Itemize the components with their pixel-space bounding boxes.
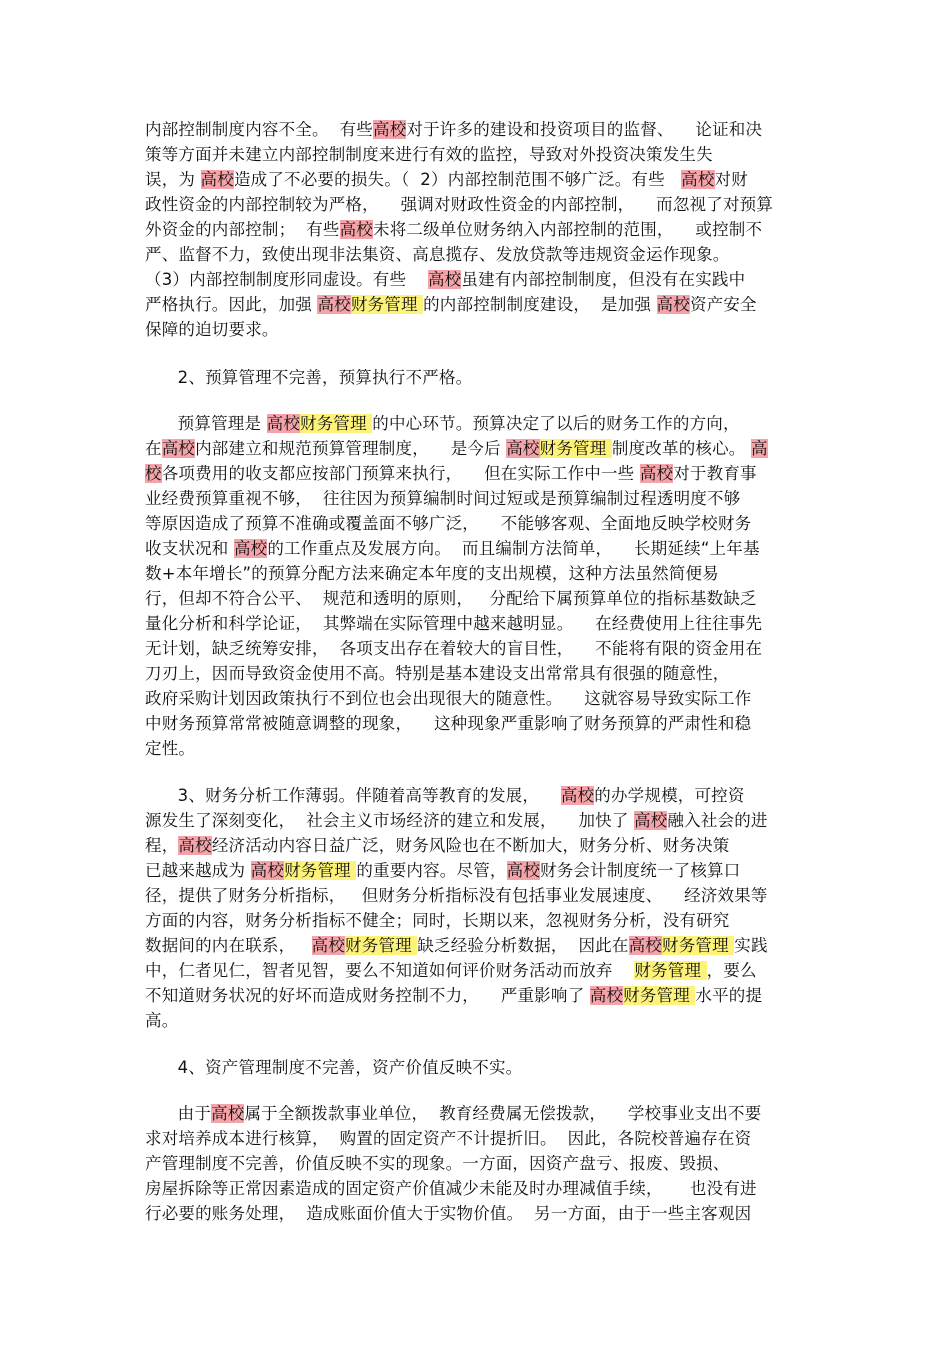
text-line [145, 834, 730, 858]
highlight-keyword: 高校 [233, 539, 268, 558]
highlight-keyword: 财务管理 [350, 295, 424, 314]
text-line [145, 462, 757, 486]
text-segment: 对于教育事 [673, 464, 757, 483]
highlight-keyword: 财务管理 [300, 414, 373, 433]
text-segment: 未将二级单位财务纳入内部控制的范围， 或控制不 [373, 220, 763, 239]
text-segment: 政府采购计划因政策执行不到位也会出现很大的随意性。 这就容易导致实际工作 [145, 689, 752, 708]
text-segment: 数+本年增长”的预算分配方法来确定本年度的支出规模，这种方法虽然简便易 [145, 564, 719, 583]
highlight-keyword: 高校 [250, 861, 285, 880]
text-segment: 虽建有内部控制制度，但没有在实践中 [461, 270, 746, 289]
text-line [145, 784, 745, 808]
highlight-keyword: 高校 [317, 295, 351, 314]
text-segment: 缺乏经验分析数据， 因此在 [417, 936, 629, 955]
text-line [145, 687, 751, 711]
highlight-keyword: 高校 [339, 220, 373, 239]
text-segment: 4、资产管理制度不完善，资产价值反映不实。 [145, 1058, 523, 1077]
text-segment: 业经费预算重视不够， 往往因为预算编制时间过短或是预算编制过程透明度不够 [145, 489, 741, 508]
text-line [145, 268, 745, 292]
text-line [145, 562, 719, 586]
text-segment: 外资金的内部控制； 有些 [145, 220, 340, 239]
text-segment: 定性。 [145, 739, 196, 758]
text-segment: 方面的内容，财务分析指标不健全；同时，长期以来，忽视财务分析，没有研究 [145, 911, 730, 930]
highlight-keyword: 高 [750, 439, 768, 458]
text-segment: 制度改革的核心。 [611, 439, 751, 458]
text-segment: 造成了不必要的损失。（ 2）内部控制范围不够广泛。有些 [233, 170, 682, 189]
highlight-keyword: 财务管理 [623, 986, 696, 1005]
text-line [145, 809, 768, 833]
highlight-keyword: 校 [145, 464, 162, 483]
highlight-keyword: 财务管理 [284, 861, 357, 880]
text-line [145, 934, 768, 958]
text-line [145, 118, 762, 142]
text-line [145, 193, 773, 217]
text-segment: 策等方面并未建立内部控制制度来进行有效的监控，导致对外投资决策发生失 [145, 145, 713, 164]
text-line [145, 712, 751, 736]
text-segment: 径，提供了财务分析指标， 但财务分析指标没有包括事业发展速度、 经济效果等 [145, 886, 768, 905]
text-segment: 数据间的内在联系， [145, 936, 312, 955]
text-line [145, 437, 768, 461]
text-segment: 源发生了深刻变化， 社会主义市场经济的建立和发展， 加快了 [145, 811, 635, 830]
text-line [145, 1102, 761, 1126]
text-line [145, 1152, 730, 1176]
text-line [145, 1127, 751, 1151]
text-segment: 严格执行。因此，加强 [145, 295, 318, 314]
text-segment: 高。 [145, 1011, 179, 1030]
text-line [145, 366, 472, 390]
text-line [145, 637, 762, 661]
text-segment: （3）内部控制制度形同虚设。有些 [145, 270, 428, 289]
text-segment: 求对培养成本进行核算， 购置的固定资产不计提折旧。 因此，各院校普遍存在资 [145, 1129, 752, 1148]
text-line [145, 168, 748, 192]
text-segment: 的中心环节。预算决定了以后的财务工作的方向， [372, 414, 740, 433]
text-segment: 属于全额拨款事业单位， 教育经费属无偿拨款， 学校事业支出不要 [244, 1104, 762, 1123]
text-segment: 经济活动内容日益广泛，财务风险也在不断加大，财务分析、财务决策 [211, 836, 730, 855]
text-line [145, 293, 757, 317]
highlight-keyword: 高校 [628, 936, 662, 955]
highlight-keyword: 高校 [634, 811, 668, 830]
highlight-keyword: 高校 [506, 861, 541, 880]
text-line [145, 143, 713, 167]
text-line [145, 1056, 522, 1080]
text-segment: 水平的提 [695, 986, 763, 1005]
text-segment: ，要么 [706, 961, 757, 980]
text-segment: 3、财务分析工作薄弱。伴随着高等教育的发展， [145, 786, 561, 805]
highlight-keyword: 高校 [681, 170, 715, 189]
text-segment: 收支状况和 [145, 539, 234, 558]
text-segment: 在 [145, 439, 162, 458]
text-line [145, 587, 757, 611]
text-segment: 产管理制度不完善，价值反映不实的现象。一方面，因资产盘亏、报废、毁损、 [145, 1154, 730, 1173]
text-segment: 行，但却不符合公平、 规范和透明的原则， 分配给下属预算单位的指标基数缺乏 [145, 589, 757, 608]
text-segment: 的重要内容。尽管， [356, 861, 507, 880]
text-segment: 各项费用的收支都应按部门预算来执行， 但在实际工作中一些 [161, 464, 640, 483]
text-segment: 由于 [145, 1104, 212, 1123]
text-segment: 无计划，缺乏统筹安排， 各项支出存在着较大的盲目性， 不能将有限的资金用在 [145, 639, 763, 658]
text-segment: 资产安全 [689, 295, 757, 314]
text-segment: 等原因造成了预算不准确或覆盖面不够广泛， 不能够客观、全面地反映学校财务 [145, 514, 752, 533]
highlight-keyword: 高校 [178, 836, 212, 855]
highlight-keyword: 财务管理 [539, 439, 612, 458]
text-segment: 行必要的账务处理， 造成账面价值大于实物价值。 另一方面，由于一些主客观因 [145, 1204, 752, 1223]
text-segment: 财务会计制度统一了核算口 [540, 861, 741, 880]
text-line [145, 909, 730, 933]
text-line [145, 487, 740, 511]
highlight-keyword: 高校 [427, 270, 462, 289]
text-line [145, 859, 740, 883]
highlight-keyword: 高校 [506, 439, 540, 458]
text-line [145, 243, 730, 267]
text-line [145, 1177, 757, 1201]
text-line [145, 737, 195, 761]
text-line [145, 884, 768, 908]
text-segment: 政性资金的内部控制较为严格， 强调对财政性资金的内部控制， 而忽视了对预算 [145, 195, 774, 214]
highlight-keyword: 高校 [161, 439, 196, 458]
text-segment: 对于许多的建设和投资项目的监督、 论证和决 [406, 120, 763, 139]
text-segment: 2、预算管理不完善，预算执行不严格。 [145, 368, 473, 387]
text-segment: 房屋拆除等正常因素造成的固定资产价值减少未能及时办理减值手续， 也没有进 [145, 1179, 757, 1198]
text-segment: 保障的迫切要求。 [145, 320, 279, 339]
text-segment: 内部控制制度内容不全。 有些 [145, 120, 373, 139]
highlight-keyword: 高校 [266, 414, 301, 433]
text-segment: 实践 [734, 936, 768, 955]
highlight-keyword: 高校 [639, 464, 674, 483]
text-line [145, 412, 740, 436]
text-line [145, 959, 757, 983]
highlight-keyword: 高校 [211, 1104, 245, 1123]
text-line [145, 537, 760, 561]
text-line [145, 1009, 178, 1033]
text-line [145, 512, 751, 536]
text-segment: 误，为 [145, 170, 201, 189]
highlight-keyword: 高校 [656, 295, 690, 314]
text-segment: 已越来越成为 [145, 861, 251, 880]
text-segment: 的工作重点及发展方向。 而且编制方法简单， 长期延续“上年基 [267, 539, 760, 558]
text-segment: 的办学规模，可控资 [594, 786, 745, 805]
highlight-keyword: 高校 [200, 170, 234, 189]
highlight-keyword: 高校 [373, 120, 407, 139]
text-segment: 程， [145, 836, 179, 855]
text-segment: 刀刃上，因而导致资金使用不高。特别是基本建设支出常常具有很强的随意性， [145, 664, 730, 683]
highlight-keyword: 高校 [311, 936, 346, 955]
text-segment: 严、监督不力，致使出现非法集资、高息揽存、发放贷款等违规资金运作现象。 [145, 245, 730, 264]
highlight-keyword: 财务管理 [662, 936, 735, 955]
text-line [145, 218, 762, 242]
highlight-keyword: 财务管理 [345, 936, 418, 955]
text-segment: 预算管理是 [145, 414, 267, 433]
text-line [145, 612, 762, 636]
text-segment: 中，仁者见仁，智者见智，要么不知道如何评价财务活动而放弃 [145, 961, 635, 980]
text-line [145, 984, 762, 1008]
highlight-keyword: 高校 [560, 786, 595, 805]
text-segment: 内部建立和规范预算管理制度， 是今后 [195, 439, 507, 458]
text-segment: 量化分析和科学论证， 其弊端在实际管理中越来越明显。 在经费使用上往往事先 [145, 614, 763, 633]
text-segment: 对财 [714, 170, 748, 189]
text-segment: 融入社会的进 [667, 811, 768, 830]
text-line [145, 662, 730, 686]
text-segment: 中财务预算常常被随意调整的现象， 这种现象严重影响了财务预算的严肃性和稳 [145, 714, 752, 733]
text-line [145, 318, 279, 342]
text-line [145, 1202, 751, 1226]
highlight-keyword: 财务管理 [634, 961, 707, 980]
text-segment: 不知道财务状况的好坏而造成财务控制不力， 严重影响了 [145, 986, 590, 1005]
text-segment: 的内部控制制度建设， 是加强 [423, 295, 657, 314]
highlight-keyword: 高校 [589, 986, 624, 1005]
